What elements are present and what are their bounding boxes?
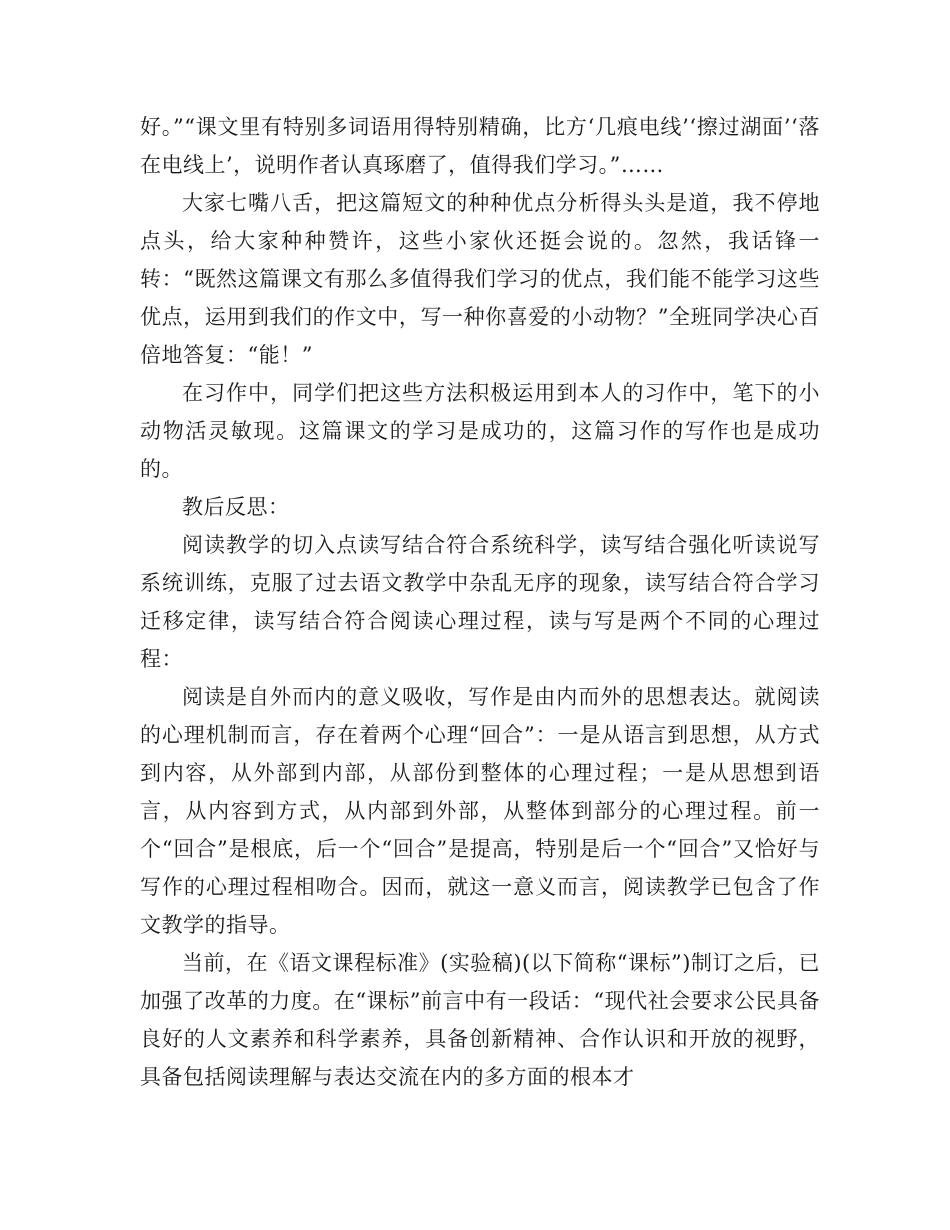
paragraph-curriculum-standard: 当前，在《语文课程标准》(实验稿)(以下简称“课标”)制订之后，已加强了改革的力度。在“课标”前言中有一段话：“现代社会要求公民具备良好的人文素养和科学素养，具备创新精神、合作认识和开放的视野，具备包括阅读理解与表达交流在内的多方面的根本才 [140, 951, 820, 1089]
paragraph-reflection-intro: 阅读教学的切入点读写结合符合系统科学，读写结合强化听读说写系统训练，克服了过去语文教学中杂乱无序的现象，读写结合符合学习迁移定律，读写结合符合阅读心理过程，读与写是两个不同的心理过程： [140, 533, 820, 671]
paragraph-writing-practice: 在习作中，同学们把这些方法积极运用到本人的习作中，笔下的小动物活灵敏现。这篇课文的学习是成功的，这篇习作的写作也是成功的。 [140, 381, 820, 481]
section-heading-reflection: 教后反思： [182, 495, 290, 519]
paragraph-continuation: 好。”“课文里有特别多词语用得特别精确，比方‘几痕电线’‘擦过湖面’‘落在电线上’，说明作者认真琢磨了，值得我们学习。”…… [140, 115, 820, 177]
paragraph-discussion: 大家七嘴八舌，把这篇短文的种种优点分析得头头是道，我不停地点头，给大家种种赞许，这些小家伙还挺会说的。忽然，我话锋一转：“既然这篇课文有那么多值得我们学习的优点，我们能不能学习这些优点，运用到我们的作文中，写一种你喜爱的小动物？”全班同学决心百倍地答复：“能！” [140, 191, 820, 367]
paragraph-reading-psychology: 阅读是自外而内的意义吸收，写作是由内而外的思想表达。就阅读的心理机制而言，存在着两个心理“回合”：一是从语言到思想，从方式到内容，从外部到内部，从部份到整体的心理过程；一是从思想到语言，从内容到方式，从内部到外部，从整体到部分的心理过程。前一个“回合”是根底，后一个“回合”是提高，特别是后一个“回合”又恰好与写作的心理过程相吻合。因而，就这一意义而言，阅读教学已包含了作文教学的指导。 [140, 685, 820, 937]
document-page [140, 108, 820, 1096]
